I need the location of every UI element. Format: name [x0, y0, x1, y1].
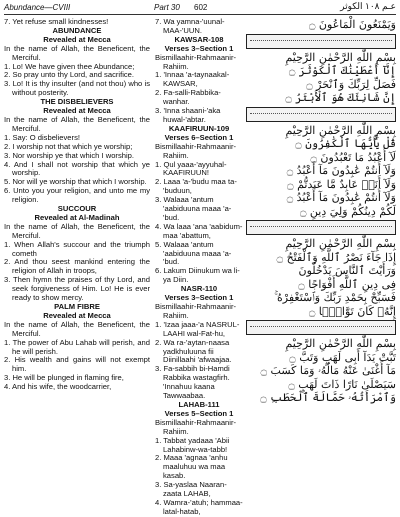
verse-line: 3. He will be plunged in flaming fire,	[4, 373, 124, 383]
verse-line: 6. Unto you your religion, and unto me my religion.	[4, 186, 150, 205]
verse-line: 3. Lo! It is thy insulter (and not thou) who is without posterity.	[4, 79, 150, 98]
arabic-verse: قُلْ يَٰٓأَيُّهَا ٱلْكَٰفِرُونَ ۝	[295, 137, 396, 150]
arabic-verse: بِسْمِ اللّٰهِ الرَّحْمٰنِ الرَّحِيْمِ	[285, 123, 396, 137]
verse-line: 1. Tabbat yadaaa 'Abii Lahabinw-wa-tabb!	[155, 435, 230, 454]
verse-line: In the name of Allah, the Beneficent, the Merciful.	[4, 319, 150, 338]
verse-line: 2. Laaa 'a-'budu maa ta-'buduun,	[155, 177, 237, 196]
surah-heading: THE DISBELIEVERS	[40, 97, 114, 107]
verse-line: In the name of Allah, the Beneficent, the Merciful.	[4, 114, 150, 133]
arabic-text-column	[246, 18, 396, 405]
surah-title-box	[246, 107, 396, 122]
surah-heading: KAWSAR-108	[174, 34, 224, 44]
arabic-verse: لَآ أَعْبُدُ مَا تَعْبُدُونَ ۝	[310, 150, 396, 164]
verse-line: 4. And I shall not worship that which ye worship.	[4, 159, 150, 178]
arabic-verse: تَبَّتْ يَدَآ أَبِى لَهَبٍ وَتَبَّ ۝	[289, 350, 396, 364]
verse-line: 1. 'Innaa 'a-taynaakal-KAWSAR,	[155, 70, 230, 89]
arabic-verse: فَسَبِّحْ بِحَمْدِ رَبِّكَ وَٱسْتَغْفِرْهُ ۚ	[274, 291, 396, 304]
arabic-verse: وَرَأَيْتَ ٱلنَّاسَ يَدْخُلُونَ	[298, 264, 396, 277]
arabic-verse: فِى دِينِ ٱللَّهِ أَفْوَاجًا ۝	[298, 277, 396, 291]
verse-line: Bismillaahir-Rahmaanir-Rahiim.	[155, 417, 237, 436]
surah-title-box	[246, 34, 396, 49]
part-label: Part 30	[154, 3, 180, 12]
verse-line: 3. Then hymn the praises of thy Lord, and seek forgiveness of Him. Lo! He is ever ready to show mercy.	[4, 275, 150, 303]
verse-line: 2. Wa ra-'aytan-naasa yadkhuluuna fii Diinillaahi 'afwaajaa.	[155, 337, 232, 365]
verse-line: 5. Walaaa 'antum 'aabiduuna maaa 'a-'bud.	[155, 239, 232, 267]
arabic-verse: إِنَّهُۥ كَانَ تَوَّابًۢا ۝	[308, 304, 396, 318]
surah-heading: Revealed at Mecca	[43, 106, 111, 116]
arabic-verse: بِسْمِ اللّٰهِ الرَّحْمٰنِ الرَّحِيْمِ	[285, 50, 396, 64]
verse-line: 1. The power of Abu Lahab will perish, and he will perish.	[4, 337, 150, 356]
surah-heading: PALM FIBRE	[54, 302, 100, 311]
arabic-verse: إِنَّ شَانِئَكَ هُوَ ٱلْأَبْتَرُ ۝	[285, 91, 396, 104]
verse-line: 1. Lo! We have given thee Abundance;	[4, 61, 135, 71]
arabic-verse: وَلَآ أَنتُمْ عَٰبِدُونَ مَآ أَعْبُدُ ۝	[286, 191, 396, 204]
arabic-verse: فَصَلِّ لِرَبِّكَ وَٱنْحَرْ ۝	[306, 77, 396, 91]
verse-line: Bismillaahir-Rahmaanir-Rahiim.	[155, 302, 237, 320]
verse-line: In the name of Allah, the Beneficent, the Merciful.	[4, 43, 150, 62]
verse-line: 3. Walaaa 'antum 'aabiduuna maaa 'a-'bud.	[155, 195, 232, 222]
surah-heading: Revealed at Mecca	[43, 310, 111, 320]
surah-title-box	[246, 220, 396, 235]
surah-heading: Verses 3–Section 1	[164, 43, 234, 53]
verse-line: 7. Yet refuse small kindnesses!	[4, 17, 109, 26]
english-translation-column	[4, 18, 150, 392]
verse-line: 2. I worship not that which ye worship;	[4, 141, 133, 151]
arabic-verse: وَٱمْرَأَتُهُۥ حَمَّالَةَ ٱلْحَطَبِ ۝	[260, 391, 396, 404]
arabic-verse: وَلَآ أَنَا۠ عَابِدٌ مَّا عَبَدتُّمْ ۝	[287, 177, 396, 191]
verse-line: Bismillaahir-Rahmaanir-Rahiim.	[155, 141, 237, 160]
verse-line: 3. Sa-yaslaa Naaran-zaata LAHAB,	[155, 480, 227, 499]
surah-heading: SUCCOUR	[57, 204, 97, 214]
surah-heading: Verses 6–Section 1	[164, 132, 234, 142]
arabic-verse: سَيَصْلَىٰ نَارًا ذَاتَ لَهَبٍ ۝	[288, 377, 396, 391]
arabic-verse: وَيَمْنَعُونَ الْمَاعُونَ ۝	[308, 18, 396, 31]
header-rule	[4, 14, 396, 15]
verse-line: 1. When Allah's succour and the triumph cometh	[4, 239, 150, 258]
verse-line: 3. Nor worship ye that which I worship.	[4, 150, 134, 160]
page-number: 602	[194, 3, 208, 12]
surah-heading: Revealed at Mecca	[43, 34, 111, 44]
verse-line: 2. So pray unto thy Lord, and sacrifice.	[4, 70, 135, 80]
verse-line: 1. Qul yaaa-'ayyuhal-KAAFIRUUN!	[155, 159, 227, 178]
running-title: Abundance—CVIII	[4, 3, 71, 12]
verse-line: 3. 'Inna shaani-'aka huwal-'abtar.	[155, 106, 221, 124]
arabic-running-title: عـم ١٠٨ الكوثر	[340, 1, 396, 11]
verse-line: 6. Lakum Diinukum wa li-ya Diin.	[155, 266, 240, 285]
arabic-verse: مَآ أَغْنَىٰ عَنْهُ مَالُهُۥ وَمَا كَسَبَ ۝	[260, 364, 396, 377]
verse-line: 2. Maaa 'agnaa 'anhu maaluhuu wa maa kasab.	[155, 453, 228, 481]
surah-heading: LAHAB-111	[178, 399, 220, 409]
verse-line: 5. Nor will ye worship that which I worship.	[4, 177, 147, 187]
verse-line: Bismillaahir-Rahmaanir-Rahiim.	[155, 52, 237, 71]
verse-line: 2. His wealth and gains will not exempt him.	[4, 355, 150, 374]
surah-title-box	[246, 320, 396, 335]
surah-heading: Verses 5–Section 1	[164, 408, 234, 418]
surah-heading: KAAFIRUUN-109	[168, 123, 230, 133]
verse-line: 1. Say: O disbelievers!	[4, 132, 80, 142]
verse-line: 2. Fa-salli-Rabbika-wanhar.	[155, 88, 221, 107]
verse-line: 4. Wa laaa 'ana 'aabidum-maa 'abattum,	[155, 221, 243, 240]
surah-heading: Verses 3–Section 1	[164, 293, 234, 303]
verse-line: 1. 'Izaa jaaa-'a NASRUL-LAAHI wal-Fat-hu,	[155, 319, 240, 338]
verse-line: 4. Wamra-'atuh; hammaa-latal-hatab,	[155, 497, 243, 516]
verse-line: 3. Fa-sabbih bi-Hamdi Rabbika wastagfirh. 'Innahuu kaana Tawwaabaa.	[155, 364, 230, 401]
verse-line: In the name of Allah, the Beneficent, the Merciful.	[4, 221, 150, 240]
arabic-verse: لَكُمْ دِينُكُمْ وَلِيَ دِينِ ۝	[299, 204, 396, 218]
surah-heading: Revealed at Al-Madinah	[34, 212, 120, 222]
arabic-verse: إِذَا جَآءَ نَصْرُ ٱللَّهِ وَٱلْفَتْحُ ۝	[276, 250, 396, 264]
surah-heading: NASR-110	[180, 284, 218, 294]
verse-line: 7. Wa yamna-'uunal-MAA-'UUN.	[155, 17, 225, 35]
verse-line: 4. And his wife, the woodcarrier,	[4, 382, 112, 392]
verse-line: 2. And thou seest mankind entering the religion of Allah in troops,	[4, 257, 150, 276]
transliteration-column	[155, 18, 243, 517]
arabic-verse: بِسْمِ اللّٰهِ الرَّحْمٰنِ الرَّحِيْمِ	[285, 337, 396, 350]
surah-heading: ABUNDANCE	[52, 25, 102, 35]
arabic-verse: وَلَآ أَنتُمْ عَٰبِدُونَ مَآ أَعْبُدُ ۝	[286, 164, 396, 177]
arabic-verse: بِسْمِ اللّٰهِ الرَّحْمٰنِ الرَّحِيْمِ	[285, 237, 396, 250]
arabic-verse: إِنَّآ أَعْطَيْنَٰكَ ٱلْكَوْثَرَ ۝	[288, 64, 396, 77]
